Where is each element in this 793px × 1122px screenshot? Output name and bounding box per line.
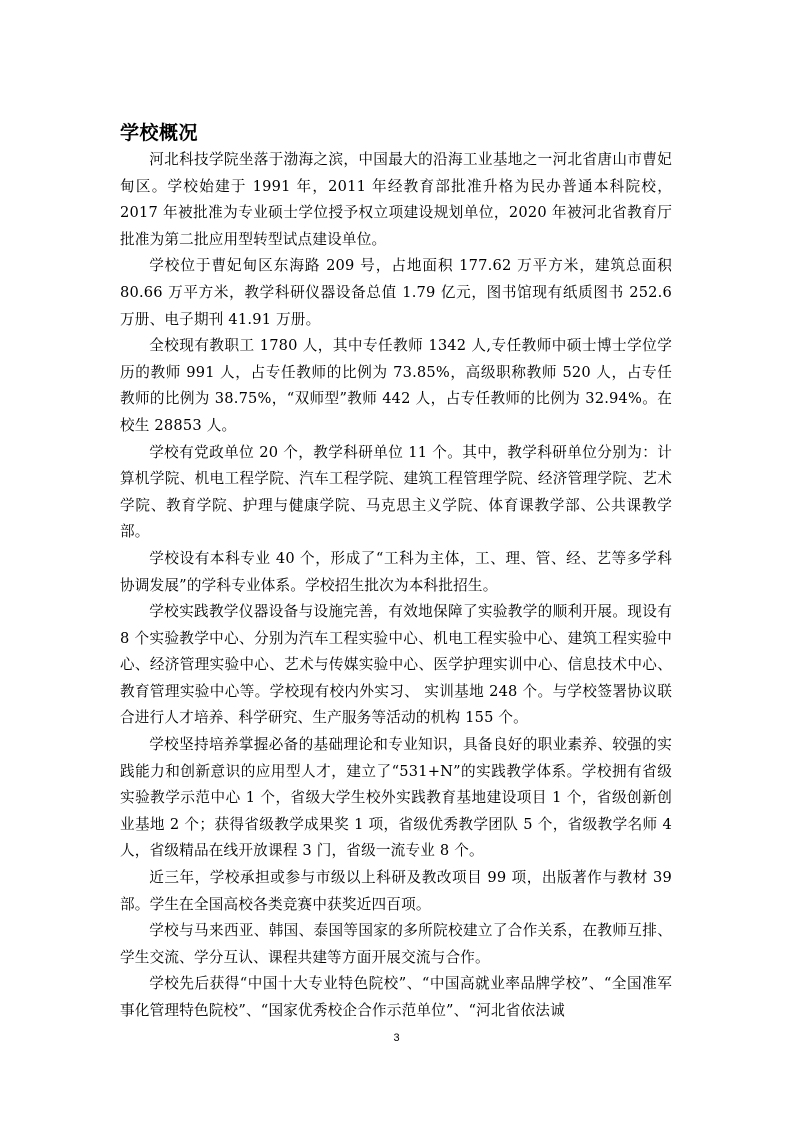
paragraph-overview: 河北科技学院坐落于渤海之滨，中国最大的沿海工业基地之一河北省唐山市曹妃甸区。学校始建于 1991 年，2011 年经教育部批准升格为民办普通本科院校，2017 年被批准为专业硕士学位授予权立项建设规划单位，2020 年被河北省教育厅批准为第二批应用型转型试点建设单位。 — [120, 151, 672, 248]
paragraph-labs: 学校实践教学仪器设备与设施完善，有效地保障了实验教学的顺利开展。现设有 8 个实验教学中心、分别为汽车工程实验中心、机电工程实验中心、建筑工程实验中心、经济管理实验中心、艺术与传媒实验中心、医学护理实训中心、信息技术中心、教育管理实验中心等。学校现有校内外实习、 实训基地 248 个。与学校签署协议联合进行人才培养、科学研究、生产服务等活动的机构 155 个。 — [120, 603, 672, 727]
paragraph-honors: 学校先后获得“中国十大专业特色院校”、“中国高就业率品牌学校”、“全国准军事化管理特色院校”、“国家优秀校企合作示范单位”、“河北省依法诚 — [120, 975, 672, 1019]
paragraph-campus: 学校位于曹妃甸区东海路 209 号，占地面积 177.62 万平方米，建筑总面积 80.66 万平方米，教学科研仪器设备总值 1.79 亿元，图书馆现有纸质图书 252.6 万册、电子期刊 41.91 万册。 — [120, 257, 672, 328]
paragraph-faculty: 全校现有教职工 1780 人，其中专任教师 1342 人,专任教师中硕士博士学位学历的教师 991 人，占专任教师的比例为 73.85%，高级职称教师 520 人，占专任教师的比例为 38.75%，“双师型”教师 442 人，占专任教师的比例为 32.94%。在校生 28853 人。 — [120, 337, 672, 434]
paragraph-majors: 学校设有本科专业 40 个，形成了“工科为主体，工、理、管、经、艺等多学科协调发展”的学科专业体系。学校招生批次为本科批招生。 — [120, 549, 672, 594]
paragraph-units: 学校有党政单位 20 个，教学科研单位 11 个。其中，教学科研单位分别为：计算机学院、机电工程学院、汽车工程学院、建筑工程管理学院、经济管理学院、艺术学院、教育学院、护理与健康学院、马克思主义学院、体育课教学部、公共课教学部。 — [120, 443, 672, 541]
page-title: 学校概况 — [120, 122, 199, 144]
body-text — [120, 147, 672, 1025]
page-number: 3 — [393, 1032, 400, 1044]
paragraph-practice: 学校坚持培养掌握必备的基础理论和专业知识，具备良好的职业素养、较强的实践能力和创新意识的应用型人才，建立了“531+N”的实践教学体系。学校拥有省级实验教学示范中心 1 个，省级大学生校外实践教育基地建设项目 1 个，省级创新创业基地 2 个；获得省级教学成果奖 1 项，省级优秀教学团队 5 个，省级教学名师 4 人，省级精品在线开放课程 3 门，省级一流专业 8 个。 — [120, 736, 672, 860]
paragraph-international: 学校与马来西亚、韩国、泰国等国家的多所院校建立了合作关系，在教师互排、学生交流、学分互认、课程共建等方面开展交流与合作。 — [120, 922, 672, 966]
paragraph-research: 近三年，学校承担或参与市级以上科研及教改项目 99 项，出版著作与教材 39 部。学生在全国高校各类竞赛中获奖近四百项。 — [120, 869, 672, 913]
